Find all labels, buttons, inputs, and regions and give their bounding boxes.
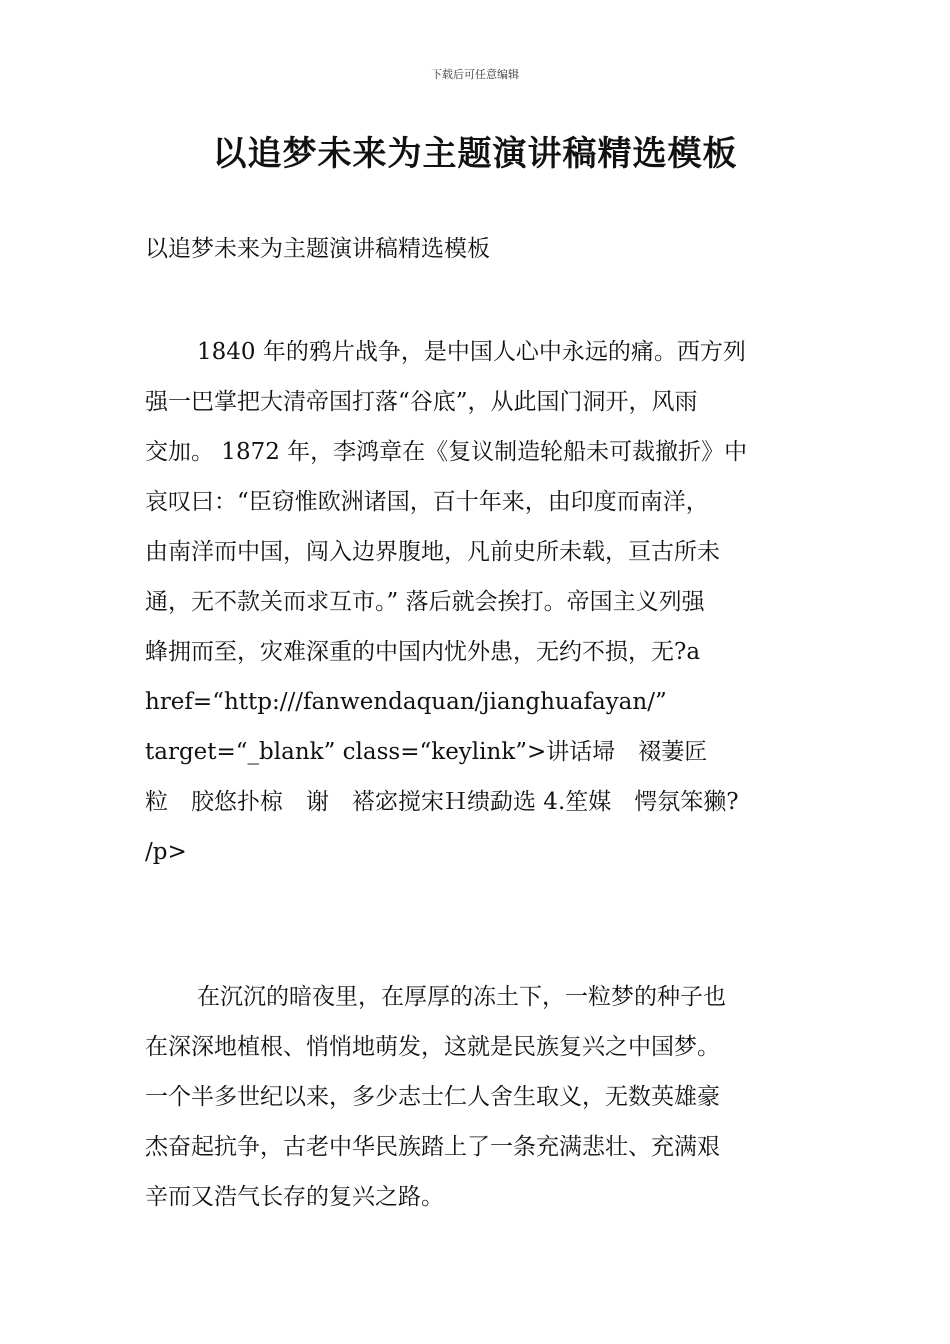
paragraph-line: 通，无不款关而求互市。” 落后就会挨打。帝国主义列强 xyxy=(145,589,705,615)
paragraph-1 xyxy=(145,327,807,877)
paragraph-line: 在深深地植根、悄悄地萌发，这就是民族复兴之中国梦。 xyxy=(145,1034,720,1060)
paragraph-line: 蜂拥而至，灾难深重的中国内忧外患，无约不损，无?a xyxy=(145,639,701,665)
paragraph-line: 在沉沉的暗夜里，在厚厚的冻土下，一粒梦的种子也 xyxy=(197,984,726,1010)
paragraph-line: 粒 胶悠扑椋 谢 褡宓搅宋Ｈ缋勐选 4.笙媒 愕氛笨獭? xyxy=(145,789,739,815)
paragraph-line: 交加。 1872 年，李鸿章在《复议制造轮船未可裁撤折》中 xyxy=(145,439,748,465)
paragraph-2 xyxy=(145,972,807,1222)
paragraph-line: 杰奋起抗争，古老中华民族踏上了一条充满悲壮、充满艰 xyxy=(145,1134,720,1160)
header-note: 下载后可任意编辑 xyxy=(431,68,519,81)
document-title: 以追梦未来为主题演讲稿精选模板 xyxy=(212,134,738,174)
paragraph-line: 强一巴掌把大清帝国打落“谷底”，从此国门洞开，风雨 xyxy=(145,389,698,415)
paragraph-line: 1840 年的鸦片战争，是中国人心中永远的痛。西方列 xyxy=(197,339,746,365)
paragraph-line: 一个半多世纪以来，多少志士仁人舍生取义，无数英雄豪 xyxy=(145,1084,720,1110)
paragraph-line: href=“http:///fanwendaquan/jianghuafayan/” xyxy=(145,689,667,715)
document-subtitle: 以追梦未来为主题演讲稿精选模板 xyxy=(145,236,490,262)
paragraph-line: 辛而又浩气长存的复兴之路。 xyxy=(145,1184,444,1210)
paragraph-line: /p> xyxy=(145,839,187,865)
paragraph-line: target=“_blank” class=“keylink”>讲话埽 裰萋匠 xyxy=(145,739,708,765)
paragraph-line: 哀叹曰：“臣窃惟欧洲诸国，百十年来，由印度而南洋， xyxy=(145,489,709,515)
paragraph-line: 由南洋而中国，闯入边界腹地，凡前史所未载，亘古所未 xyxy=(145,539,720,565)
